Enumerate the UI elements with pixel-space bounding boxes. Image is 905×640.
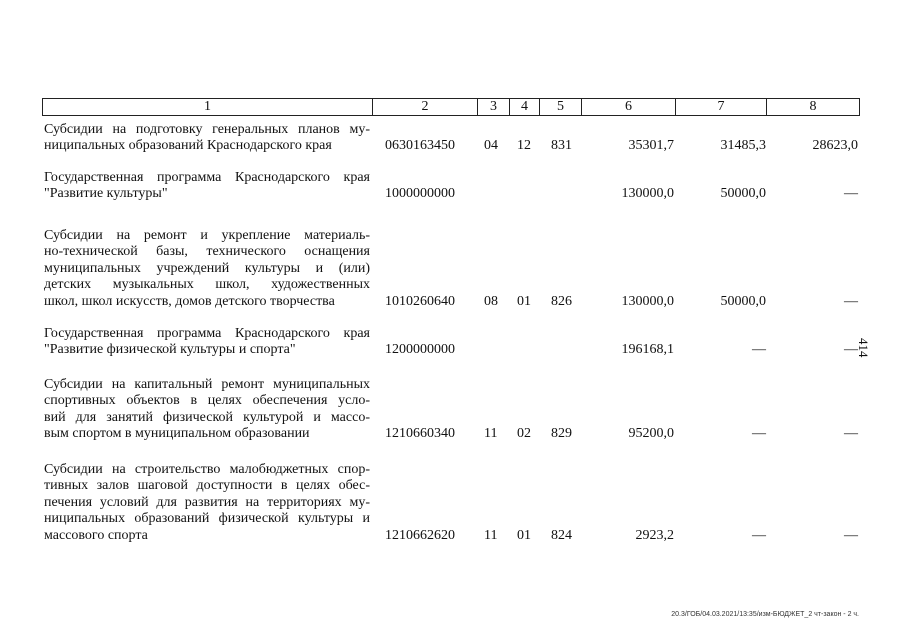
description-line: спортивных объектов в целях обеспечения усло- xyxy=(44,393,370,409)
code-cell: 1210660340 xyxy=(385,426,455,442)
description-line: Государственная программа Краснодарского края xyxy=(44,170,370,185)
value-col-6: 2923,2 xyxy=(635,527,674,543)
description-line: ниципальных образований Краснодарского края xyxy=(44,138,332,154)
section-cell: 11 xyxy=(484,527,498,543)
value-col-8: — xyxy=(844,342,858,358)
value-col-8: — xyxy=(844,426,858,442)
description-line: Субсидии на строительство малобюджетных спор- xyxy=(44,462,370,477)
code-cell: 1000000000 xyxy=(385,186,455,202)
section-cell: 11 xyxy=(484,426,498,442)
value-col-8: — xyxy=(844,293,858,309)
header-col-5: 5 xyxy=(540,99,582,115)
description-line: Субсидии на подготовку генеральных планов му- xyxy=(44,122,370,137)
header-col-4: 4 xyxy=(510,99,540,115)
description-line: ниципальных образований физической культуры и xyxy=(44,511,370,527)
description-line: тивных залов шаговой доступности в целях обес- xyxy=(44,478,370,494)
page-number: 414 xyxy=(856,338,871,358)
row-description xyxy=(44,377,370,443)
header-col-8: 8 xyxy=(809,99,817,114)
description-line: Субсидии на капитальный ремонт муниципальных xyxy=(44,377,370,392)
value-col-6: 196168,1 xyxy=(621,342,674,358)
table-header xyxy=(42,98,860,116)
code-cell: 0630163450 xyxy=(385,138,455,154)
value-col-6: 95200,0 xyxy=(628,426,674,442)
header-col-2: 2 xyxy=(373,99,478,115)
row-description xyxy=(44,462,370,544)
row-description xyxy=(44,122,370,155)
group-cell: 831 xyxy=(551,138,572,154)
group-cell: 824 xyxy=(551,527,572,543)
header-col-6: 6 xyxy=(582,99,676,115)
value-col-6: 35301,7 xyxy=(628,138,674,154)
description-line: детских музыкальных школ, художественных xyxy=(44,277,370,293)
description-line: вий для занятий физической культурой и массо- xyxy=(44,409,370,425)
subsection-cell: 02 xyxy=(517,426,531,442)
row-description xyxy=(44,228,370,310)
description-line: муниципальных учреждений культуры и (или) xyxy=(44,260,370,276)
value-col-8: — xyxy=(844,527,858,543)
row-description xyxy=(44,326,370,359)
value-col-7: 31485,3 xyxy=(720,138,766,154)
section-cell: 08 xyxy=(484,293,498,309)
code-cell: 1210662620 xyxy=(385,527,455,543)
header-col-3: 3 xyxy=(478,99,510,115)
description-line: "Развитие физической культуры и спорта" xyxy=(44,342,296,358)
section-cell: 04 xyxy=(484,138,498,154)
description-line: массового спорта xyxy=(44,527,148,543)
document-footer: 20.3/ГОБ/04.03.2021/13:35/изм-БЮДЖЕТ_2 чт-закон - 2 ч. xyxy=(671,611,859,618)
description-line: вым спортом в муниципальном образовании xyxy=(44,426,310,442)
description-line: Субсидии на ремонт и укрепление материаль- xyxy=(44,228,370,243)
header-col-7: 7 xyxy=(676,99,767,115)
value-col-7: — xyxy=(752,342,766,358)
value-col-6: 130000,0 xyxy=(621,293,674,309)
value-col-7: — xyxy=(752,527,766,543)
value-col-7: — xyxy=(752,426,766,442)
value-col-8: — xyxy=(844,186,858,202)
subsection-cell: 12 xyxy=(517,138,531,154)
description-line: "Развитие культуры" xyxy=(44,186,168,202)
description-line: печения условий для развития на территориях му- xyxy=(44,494,370,510)
description-line: но-технической базы, технического оснащения xyxy=(44,244,370,260)
group-cell: 826 xyxy=(551,293,572,309)
header-col-1: 1 xyxy=(43,99,373,115)
description-line: школ, школ искусств, домов детского творчества xyxy=(44,293,335,309)
code-cell: 1200000000 xyxy=(385,342,455,358)
row-description xyxy=(44,170,370,203)
value-col-7: 50000,0 xyxy=(720,186,766,202)
value-col-6: 130000,0 xyxy=(621,186,674,202)
description-line: Государственная программа Краснодарского края xyxy=(44,326,370,341)
value-col-8: 28623,0 xyxy=(812,138,858,154)
subsection-cell: 01 xyxy=(517,293,531,309)
value-col-7: 50000,0 xyxy=(720,293,766,309)
code-cell: 1010260640 xyxy=(385,293,455,309)
group-cell: 829 xyxy=(551,426,572,442)
subsection-cell: 01 xyxy=(517,527,531,543)
